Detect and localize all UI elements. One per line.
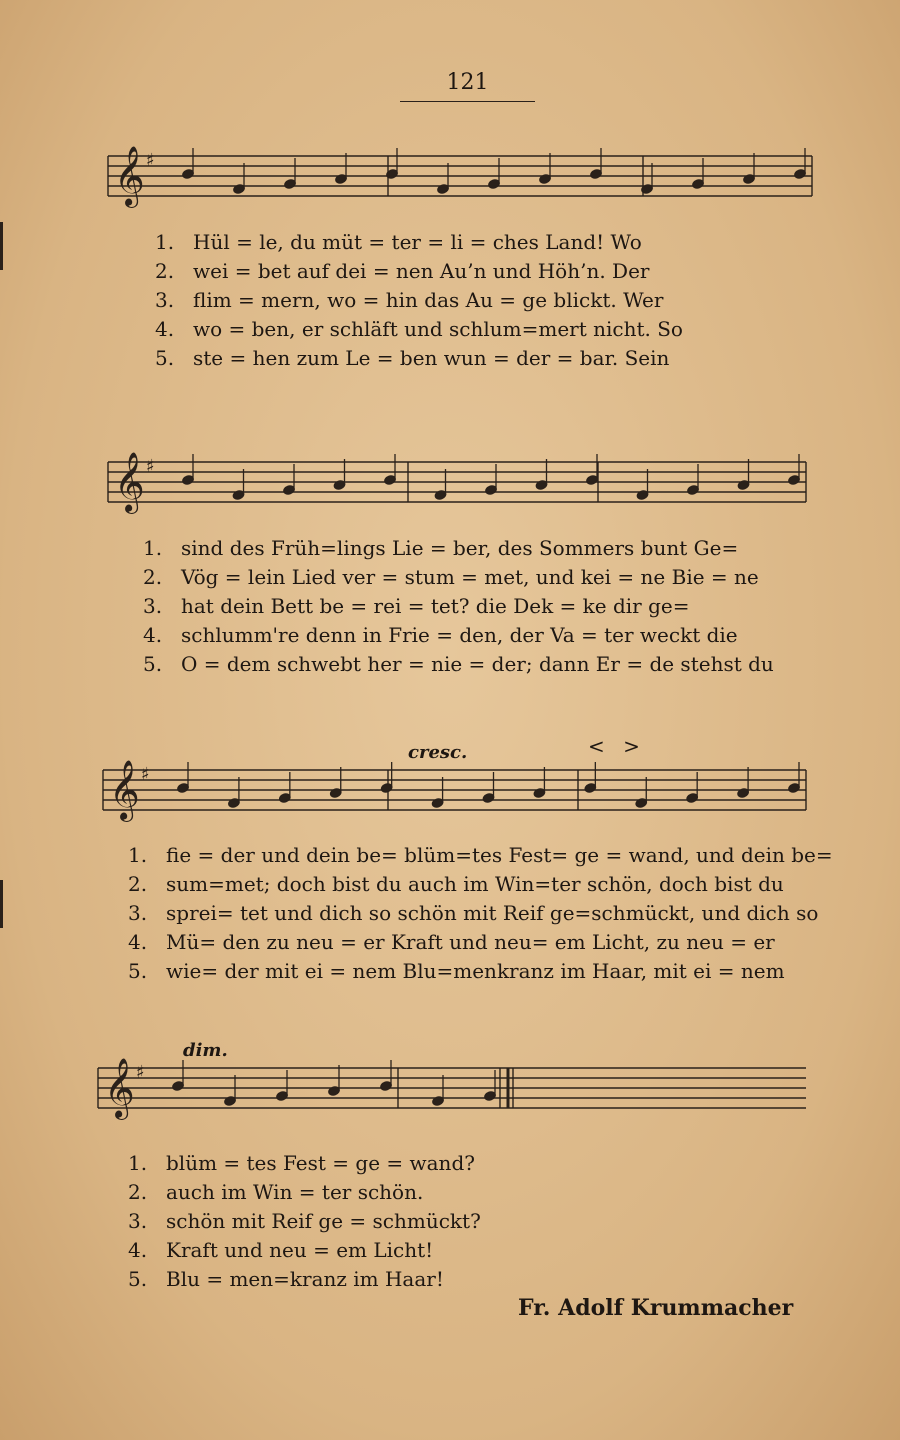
lyric-verse-1: 1. blüm = tes Fest = ge = wand?	[128, 1151, 475, 1175]
treble-clef-icon: 𝄞	[104, 1058, 135, 1118]
lyric-verse-3: 3. schön mit Reif ge = schmückt?	[128, 1209, 481, 1233]
page-number: 121	[400, 70, 535, 102]
dynamic-cresc: cresc.	[408, 742, 468, 763]
treble-clef-icon: 𝄞	[109, 760, 140, 820]
staff-system	[103, 760, 806, 822]
lyric-verse-1: 1. sind des Früh=lings Lie = ber, des Sommers bunt Ge=	[143, 536, 739, 560]
lyric-verse-2: 2. wei = bet auf dei = nen Au’n und Höh’n. Der	[155, 259, 650, 283]
lyric-verse-1: 1. Hül = le, du müt = ter = li = ches Land! Wo	[155, 230, 642, 254]
staff-system	[98, 1058, 806, 1120]
treble-clef-icon: 𝄞	[114, 146, 145, 206]
sharp-icon: ♯	[141, 764, 150, 785]
lyric-verse-3: 3. hat dein Bett be = rei = tet? die Dek = ke dir ge=	[143, 594, 690, 618]
lyric-verse-4: 4. wo = ben, er schläft und schlum=mert nicht. So	[155, 317, 683, 341]
hairpin-marking: < >	[588, 734, 646, 758]
staff-system	[108, 146, 812, 208]
sharp-icon: ♯	[146, 456, 155, 477]
lyric-verse-2: 2. Vög = lein Lied ver = stum = met, und kei = ne Bie = ne	[143, 565, 759, 589]
page-edge-mark	[0, 880, 3, 928]
lyric-verse-5: 5. O = dem schwebt her = nie = der; dann Er = de stehst du	[143, 652, 774, 676]
lyric-verse-3: 3. flim = mern, wo = hin das Au = ge blickt. Wer	[155, 288, 664, 312]
page-edge-mark	[0, 222, 3, 270]
lyric-verse-5: 5. wie= der mit ei = nem Blu=menkranz im Haar, mit ei = nem	[128, 959, 785, 983]
staff-system	[108, 452, 806, 514]
lyric-verse-5: 5. ste = hen zum Le = ben wun = der = bar. Sein	[155, 346, 670, 370]
lyric-verse-2: 2. sum=met; doch bist du auch im Win=ter schön, doch bist du	[128, 872, 784, 896]
lyric-verse-1: 1. fie = der und dein be= blüm=tes Fest= ge = wand, und dein be=	[128, 843, 833, 867]
treble-clef-icon: 𝄞	[114, 452, 145, 512]
dynamic-dim: dim.	[183, 1040, 228, 1061]
composer-credit: Fr. Adolf Krummacher	[518, 1295, 794, 1321]
sharp-icon: ♯	[136, 1062, 145, 1083]
lyric-verse-4: 4. Kraft und neu = em Licht!	[128, 1238, 434, 1262]
sharp-icon: ♯	[146, 150, 155, 171]
lyric-verse-3: 3. sprei= tet und dich so schön mit Reif ge=schmückt, und dich so	[128, 901, 819, 925]
lyric-verse-2: 2. auch im Win = ter schön.	[128, 1180, 424, 1204]
lyric-verse-4: 4. schlumm're denn in Frie = den, der Va = ter weckt die	[143, 623, 738, 647]
lyric-verse-4: 4. Mü= den zu neu = er Kraft und neu= em Licht, zu neu = er	[128, 930, 775, 954]
lyric-verse-5: 5. Blu = men=kranz im Haar!	[128, 1267, 444, 1291]
